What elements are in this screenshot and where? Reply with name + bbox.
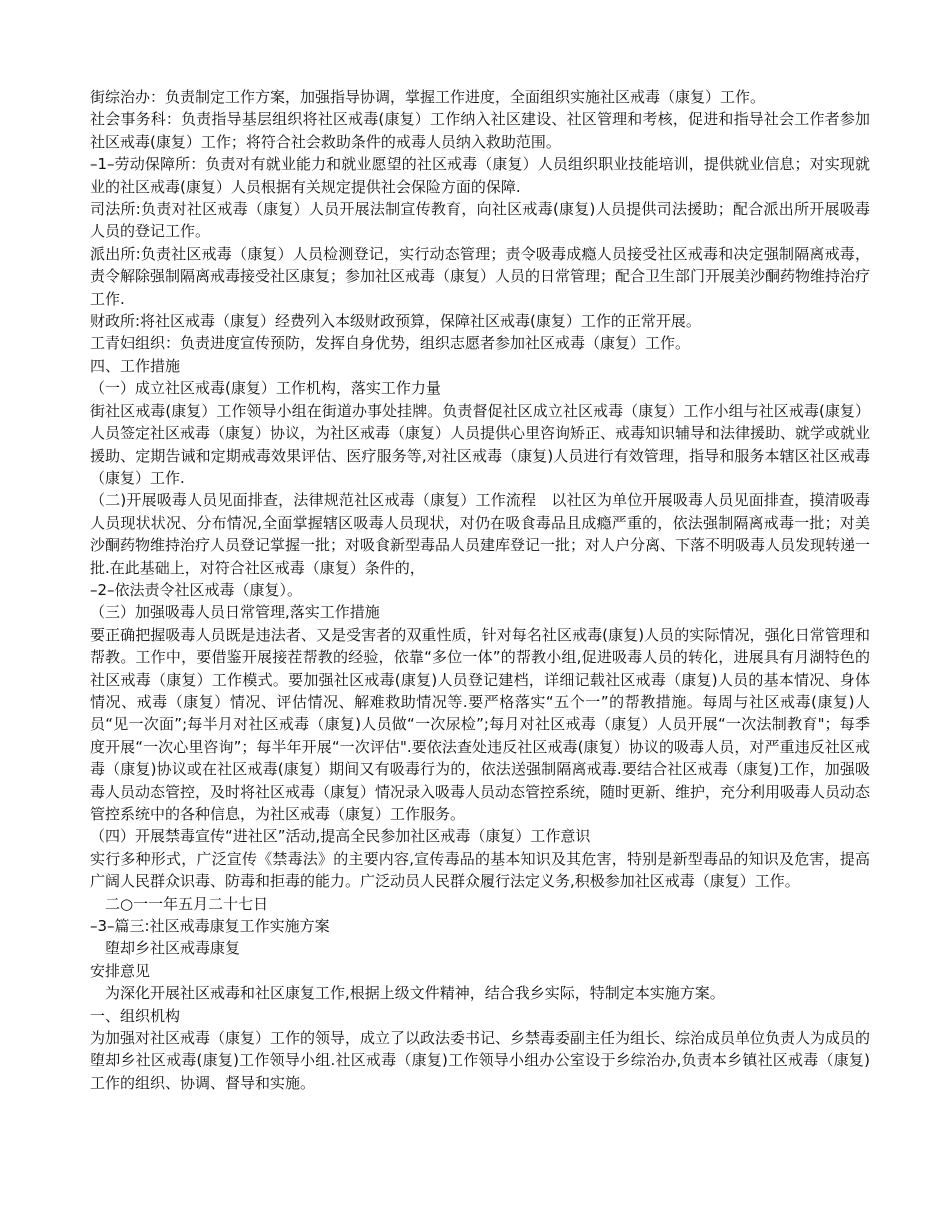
paragraph-gongqingfu: 工青妇组织：负责进度宣传预防，发挥自身优势，组织志愿者参加社区戒毒（康复）工作。 [90,334,691,353]
paragraph-jiezongzhiban: 街综治办：负责制定工作方案，加强指导协调，掌握工作进度，全面组织实施社区戒毒（康复）工作。 [90,88,766,106]
paragraph-measure-2: （二)开展吸毒人员见面排查，法律规范社区戒毒（康复）工作流程 以社区为单位开展吸毒人员见面排查，摸清吸毒人员现状状况、分布情况,全面掌握辖区吸毒人员现状，对仍在吸食毒品且成瘾严重的，依法强制隔离戒毒一批；对美沙酮药物维持治疗人员登记掌握一批；对吸食新型毒品人员建库登记一批；对人户分离、下落不明吸毒人员发现转递一批.在此基础上，对符合社区戒毒（康复）条件的， [90,491,871,577]
paragraph-paichusuo: 派出所:负责社区戒毒（康复）人员检测登记，实行动态管理；责令吸毒成瘾人员接受社区戒毒和决定强制隔离戒毒，责令解除强制隔离戒毒接受社区康复；参加社区戒毒（康复）人员的日常管理；配合卫生部门开展美沙酮药物维持治疗工作. [90,244,871,308]
paragraph-measure-4: 实行多种形式，广泛宣传《禁毒法》的主要内容,宣传毒品的基本知识及其危害，特别是新型毒品的知识及危害，提高广阔人民群众识毒、防毒和拒毒的能力。广泛动员人民群众履行法定义务,积极参加社区戒毒（康复）工作。 [90,849,870,891]
paragraph-measure-1: 街社区戒毒(康复）工作领导小组在街道办事处挂牌。负责督促社区成立社区戒毒（康复）工作小组与社区戒毒(康复）人员签定社区戒毒（康复）协议，为社区戒毒（康复）人员提供心里咨询矫正、戒毒知识辅导和法律援助、就学或就业援助、定期告诫和定期戒毒效果评估、医疗服务等,对社区戒毒（康复)人员进行有效管理，指导和服务本辖区社区戒毒（康复）工作. [90,401,871,487]
paragraph-caizhengsuo: 财政所:将社区戒毒（康复）经费列入本级财政预算，保障社区戒毒(康复）工作的正常开展。 [90,312,701,331]
paragraph-intro: 为深化开展社区戒毒和社区康复工作,根据上级文件精神，结合我乡实际，特制定本实施方案。 [90,984,725,1003]
paragraph-laodongbaozhangsuo: –1–劳动保障所：负责对有就业能力和就业愿望的社区戒毒（康复）人员组织职业技能培训，提供就业信息；对实现就业的社区戒毒(康复）人员根据有关规定提供社会保险方面的保障. [90,155,870,196]
section-heading-measures: 四、工作措施 [90,356,181,375]
paragraph-page-2-start: –2–依法责令社区戒毒（康复）。 [90,580,303,599]
paragraph-sifasuo: 司法所:负责对社区戒毒（康复）人员开展法制宣传教育，向社区戒毒(康复)人员提供司法援助；配合派出所开展吸毒人员的登记工作。 [90,200,870,241]
section-heading-organization: 一、组织机构 [90,1006,181,1025]
subheading-3: （三）加强吸毒人员日常管理,落实工作措施 [90,603,380,622]
article-three-subtitle-2: 安排意见 [90,961,151,980]
article-three-subtitle: 堕却乡社区戒毒康复 [90,939,241,958]
document-page [90,86,870,1094]
article-three-title: –3–篇三:社区戒毒康复工作实施方案 [90,917,330,936]
subheading-4: （四）开展禁毒宣传“进社区”活动,提高全民参加社区戒毒（康复）工作意识 [90,827,591,846]
paragraph-measure-3: 要正确把握吸毒人员既是违法者、又是受害者的双重性质，针对每名社区戒毒(康复)人员的实际情况，强化日常管理和帮教。工作中，要借鉴开展接茬帮教的经验，依靠“多位一体”的帮教小组,促进吸毒人员的转化，进展具有月湖特色的社区戒毒（康复）工作模式。要加强社区戒毒(康复)人员登记建档，详细记载社区戒毒（康复)人员的基本情况、身体情况、戒毒（康复）情况、评估情况、解难救助情况等.要严格落实“五个一”的帮教措施。每周与社区戒毒(康复)人员“见一次面”;每半月对社区戒毒（康复)人员做“一次尿检”;每月对社区戒毒（康复）人员开展“一次法制教育"；每季度开展“一次心里咨询”；每半年开展“一次评估".要依法查处违反社区戒毒(康复）协议的吸毒人员，对严重违反社区戒毒（康复)协议或在社区戒毒(康复）期间又有吸毒行为的，依法送强制隔离戒毒.要结合社区戒毒（康复)工作，加强吸毒人员动态管控，及时将社区戒毒（康复）情况录入吸毒人员动态管控系统，随时更新、维护，充分利用吸毒人员动态管控系统中的各种信息，为社区戒毒（康复）工作服务。 [90,625,871,823]
subheading-1: （一）成立社区戒毒(康复）工作机构，落实工作力量 [90,379,441,398]
date-line: 二○一一年五月二十七日 [90,894,269,913]
paragraph-shehuishiwuke: 社会事务科：负责指导基层组织将社区戒毒(康复）工作纳入社区建设、社区管理和考核，促进和指导社会工作者参加社区戒毒(康复）工作；将符合社会救助条件的戒毒人员纳入救助范围。 [90,110,870,151]
paragraph-organization: 为加强对社区戒毒（康复）工作的领导，成立了以政法委书记、乡禁毒委副主任为组长、综治成员单位负责人为成员的堕却乡社区戒毒(康复)工作领导小组.社区戒毒（康复)工作领导小组办公室设于乡综治办,负责本乡镇社区戒毒（康复)工作的组织、协调、督导和实施。 [90,1029,871,1092]
